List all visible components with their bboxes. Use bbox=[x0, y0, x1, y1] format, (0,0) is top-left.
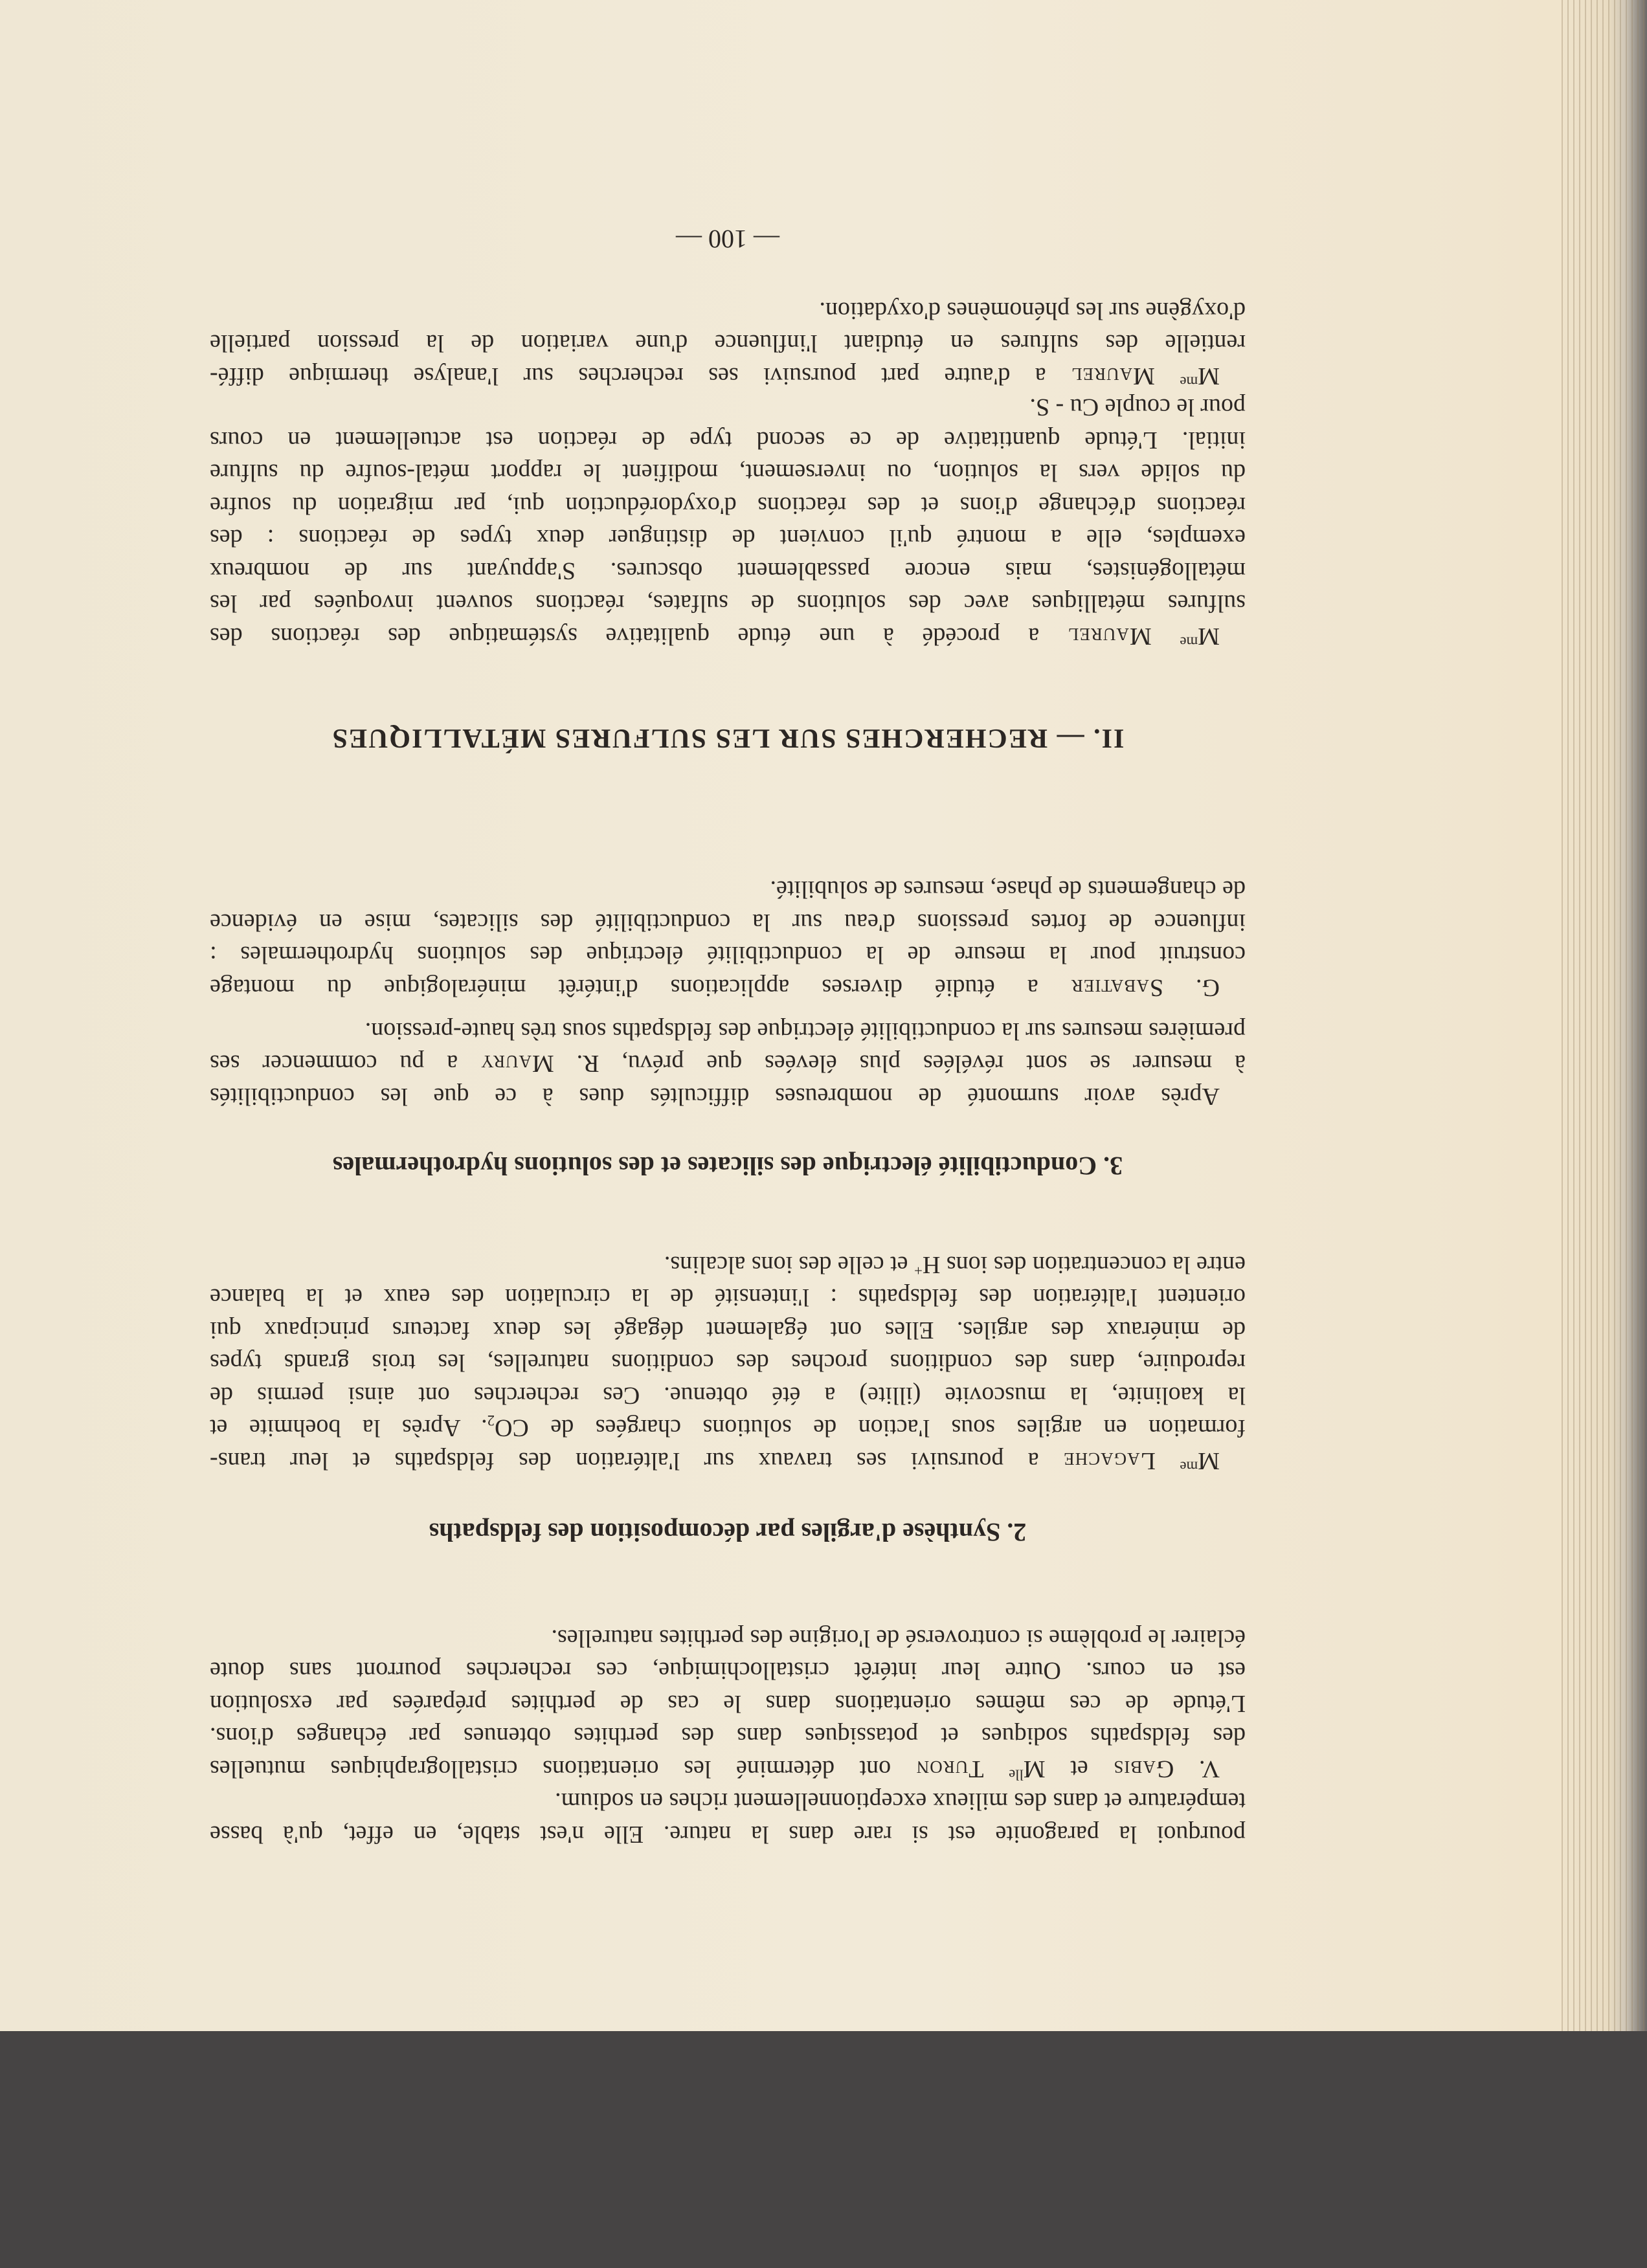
text-line: rentielle des sulfures en étudiant l'influence d'une variation de la pression partielle bbox=[210, 329, 1246, 357]
text-line: de changements de phase, mesures de solubilité. bbox=[770, 876, 1246, 904]
text-run bbox=[1155, 362, 1180, 390]
text-line: pour le couple Cu - S. bbox=[1029, 394, 1246, 421]
text-run: . Après la boehmite et bbox=[210, 1414, 487, 1442]
text-line: des feldspaths sodiques et potassiques dans des perthites obtenues par échanges d'ions. bbox=[210, 1722, 1246, 1750]
author-name: Gabis bbox=[1113, 1755, 1174, 1783]
text-run: a procédé à une étude qualitative systématique des réactions des bbox=[210, 623, 1068, 650]
author-name: Sabatier bbox=[1070, 974, 1163, 1001]
text-line bbox=[210, 1753, 1246, 1786]
text-run: M bbox=[1198, 362, 1220, 390]
text-line bbox=[210, 360, 1246, 393]
text-line: influence de fortes pressions d'eau sur la conductibilité des silicates, mise en évidence bbox=[210, 909, 1246, 936]
text-line: L'étude de ces mêmes orientations dans le cas de perthites préparées par exsolution bbox=[210, 1690, 1246, 1717]
author-name: Maurel bbox=[1067, 623, 1152, 650]
text-line: température et dans des milieux exceptionnellement riches en sodium. bbox=[555, 1788, 1246, 1816]
text-line bbox=[210, 972, 1246, 1005]
text-line: éclairer le problème si controversé de l'origine des perthites naturelles. bbox=[551, 1625, 1246, 1652]
text-run: et M bbox=[1023, 1755, 1114, 1783]
text-run: formation en argiles sous l'action de solutions chargées de CO bbox=[494, 1414, 1246, 1442]
author-name: Lagache bbox=[1063, 1447, 1156, 1474]
author-name: Turon bbox=[915, 1755, 984, 1783]
text-line: du solide vers la solution, ou inversement, modifient le rapport métal-soufre du sulfure bbox=[210, 459, 1246, 487]
superscript: me bbox=[1180, 1458, 1198, 1475]
superscript: + bbox=[914, 1262, 923, 1279]
text-line: orientent l'altération des feldspaths : l'intensité de la circulation des eaux et la balance bbox=[210, 1284, 1246, 1311]
text-run: a étudié diverses applications d'intérêt minéralogique du montage bbox=[210, 974, 1071, 1001]
text-run: à mesurer se sont révélées plus élevées que prévu, R. bbox=[554, 1050, 1246, 1078]
text-run bbox=[1156, 1447, 1180, 1474]
text-run bbox=[1152, 623, 1180, 650]
author-name: Maurel bbox=[1071, 362, 1155, 390]
text-line: construit pour la mesure de la conductibilité électrique des solutions hydrothermales : bbox=[210, 941, 1246, 969]
text-line bbox=[210, 620, 1246, 653]
text-line: d'oxygène sur les phénomènes d'oxydation. bbox=[819, 297, 1246, 324]
text-line: est en cours. Outre leur intérêt cristallochimique, ces recherches pourront sans doute bbox=[210, 1657, 1246, 1685]
paragraph-sabatier bbox=[210, 873, 1246, 1004]
text-run: a poursuivi ses travaux sur l'altération des feldspaths et leur trans- bbox=[210, 1447, 1064, 1474]
paragraph-lagache bbox=[210, 1249, 1246, 1478]
superscript: lle bbox=[1009, 1766, 1024, 1783]
part-heading-sulfures: II. — RECHERCHES SUR LES SULFURES MÉTALLIQUES bbox=[331, 723, 1125, 753]
text-line bbox=[210, 1412, 1246, 1445]
text-line: Après avoir surmonté de nombreuses difficultés dues à ce que les conductibilités bbox=[210, 1083, 1220, 1110]
paragraph-maurel-reactions bbox=[210, 391, 1246, 652]
page-edges bbox=[1562, 0, 1647, 2039]
text-line bbox=[210, 1249, 1246, 1282]
text-run: a pu commencer ses bbox=[210, 1050, 480, 1078]
text-line: réactions d'échange d'ions et des réactions d'oxydoréduction qui, par migration du soufre bbox=[210, 492, 1246, 519]
text-line: de minéraux des argiles. Elles ont également dégagé les deux facteurs principaux qui bbox=[210, 1317, 1246, 1344]
paragraph-gabis-turon bbox=[210, 1622, 1246, 1786]
scanner-background bbox=[0, 2031, 1647, 2268]
section-heading-synthese-argiles: 2. Synthèse d'argiles par décomposition des feldspaths bbox=[429, 1518, 1027, 1547]
text-run: a d'autre part poursuivi ses recherches sur l'analyse thermique diffé- bbox=[209, 362, 1071, 390]
text-run: G. bbox=[1163, 974, 1220, 1001]
text-line: sulfures métalliques avec des solutions de sulfates, réactions souvent invoquées par les bbox=[210, 590, 1246, 617]
text-line: reproduire, dans des conditions proches des conditions naturelles, les trois grands types bbox=[210, 1349, 1246, 1377]
text-run: ont déterminé les orientations cristallographiques mutuelles bbox=[210, 1755, 916, 1783]
paragraph-paragonite bbox=[210, 1785, 1246, 1851]
superscript: me bbox=[1180, 373, 1198, 390]
text-run: et celle des ions alcalins. bbox=[664, 1251, 915, 1278]
text-line bbox=[210, 1445, 1246, 1478]
text-line bbox=[210, 1047, 1246, 1080]
section-heading-conductibilite: 3. Conductibilité électrique des silicates et des solutions hydrothermales bbox=[332, 1151, 1123, 1181]
paragraph-maurel-thermique bbox=[210, 295, 1246, 393]
text-line: métallogénistes, mais encore passablement obscures. S'appuyant sur de nombreux bbox=[210, 557, 1246, 584]
author-name: Maury bbox=[480, 1050, 554, 1078]
text-run: V. bbox=[1174, 1755, 1220, 1783]
text-run: M bbox=[1198, 1447, 1220, 1474]
text-line: pourquoi la paragonite est si rare dans la nature. Elle n'est stable, en effet, qu'à basse bbox=[210, 1821, 1246, 1848]
subscript: 2 bbox=[487, 1412, 495, 1429]
paragraph-maury bbox=[210, 1015, 1246, 1113]
text-line: initial. L'étude quantitative de ce second type de réaction est actuellement en cours bbox=[210, 427, 1246, 454]
page-number: — 100 — bbox=[676, 225, 779, 254]
page-text-upside-down bbox=[210, 214, 1246, 1854]
text-line: premières mesures sur la conductibilité électrique des feldspaths sous très haute-pression. bbox=[364, 1017, 1246, 1045]
text-run bbox=[983, 1755, 1009, 1783]
text-run: M bbox=[1198, 623, 1220, 650]
superscript: me bbox=[1180, 634, 1198, 650]
text-run: entre la concentration des ions H bbox=[922, 1251, 1246, 1278]
text-line: la kaolinite, la muscovite (illite) a été obtenue. Ces recherches ont ainsi permis de bbox=[210, 1382, 1246, 1409]
text-line: exemples, elle a montré qu'il convient de distinguer deux types de réactions : des bbox=[210, 524, 1246, 552]
